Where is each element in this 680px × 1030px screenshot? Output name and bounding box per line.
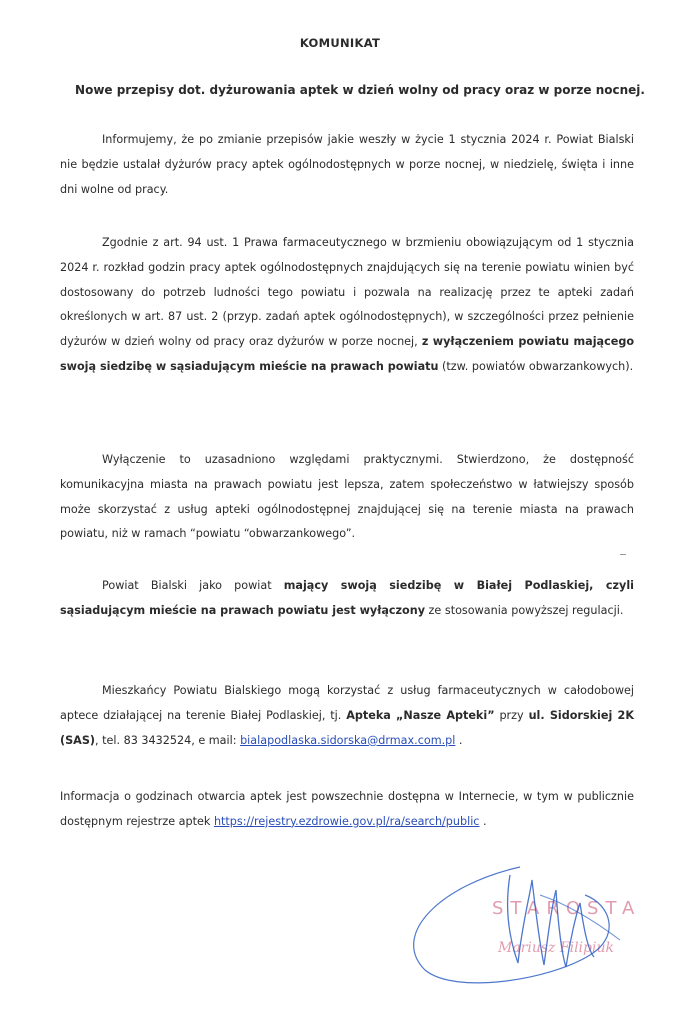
paragraph-2-text: Zgodnie z art. 94 ust. 1 Prawa farmaceutycznego w brzmieniu obowiązującym od 1 stycznia 2024 r. rozkład godzin pracy aptek ogólnodostępnych znajdujących się na terenie powiatu winien być dostosowany do potrzeb ludności tego powiatu i pozwala na realizację przez te apteki zadań określonych w art. 87 ust. 2 (przyp. zadań aptek ogólnodostępnych), w szczególności przez pełnienie dyżurów w dzień wolny od pracy oraz dyżurów w porze nocnej, [60, 236, 634, 349]
paragraph-4 [60, 574, 634, 624]
paragraph-1: Informujemy, że po zmianie przepisów jakie weszły w życie 1 stycznia 2024 r. Powiat Bialski nie będzie ustalał dyżurów pracy aptek ogólnodostępnych w porze nocnej, w niedzielę, święta i inne dni wolne od pracy. [60, 133, 634, 196]
paragraph-4-text: Powiat Bialski jako powiat [102, 579, 284, 592]
stamp-title: STAROSTA [492, 898, 642, 919]
paragraph-4-end: ze stosowania powyższej regulacji. [425, 603, 624, 617]
paragraph-5-mid1: przy [494, 708, 529, 722]
stray-mark [620, 554, 626, 555]
paragraph-3: Wyłączenie to uzasadniono względami praktycznymi. Stwierdzono, że dostępność komunikacyjna miasta na prawach powiatu jest lepsza, zatem społeczeństwo w łatwiejszy sposób może skorzystać z usług apteki ogólnodostępnej znajdującej się na terenie miasta na prawach powiatu, niż w ramach “powiatu “obwarzankowego”. [60, 453, 634, 541]
email-link[interactable]: bialapodlaska.sidorska@drmax.com.pl [240, 733, 456, 747]
paragraph-2-end: (tzw. powiatów obwarzankowych). [438, 359, 634, 373]
paragraph-4-bold: mający swoją siedzibę w Białej Podlaskiej, czyli sąsiadującym mieście na prawach powiatu jest wyłączony [60, 579, 634, 617]
paragraph-6-end: . [479, 814, 487, 828]
pharmacy-address: ul. Sidorskiej 2K (SAS) [60, 708, 634, 747]
paragraph-5 [60, 679, 634, 753]
document-title: KOMUNIKAT [299, 36, 381, 50]
paragraph-5-end: . [455, 733, 463, 747]
paragraph-2-bold: z wyłączeniem powiatu mającego swoją siedzibę w sąsiadującym mieście na prawach powiatu [60, 335, 635, 373]
registry-link[interactable]: https://rejestry.ezdrowie.gov.pl/ra/search/public [213, 814, 480, 828]
pharmacy-name: Apteka „Nasze Apteki” [346, 708, 495, 722]
signature-image [380, 845, 670, 985]
stamp-name: Mariusz Filipiuk [498, 940, 614, 956]
document-subtitle: Nowe przepisy dot. dyżurowania aptek w dzień wolny od pracy oraz w porze nocnej. [75, 83, 645, 97]
paragraph-6 [60, 785, 634, 835]
paragraph-2 [60, 231, 634, 380]
paragraph-5-text: Mieszkańcy Powiatu Bialskiego mogą korzystać z usług farmaceutycznych w całodobowej aptece działającej na terenie Białej Podlaskiej, tj. [60, 684, 634, 722]
paragraph-5-mid2: , tel. 83 3432524, e mail: [95, 733, 241, 747]
paragraph-6-text: Informacja o godzinach otwarcia aptek jest powszechnie dostępna w Internecie, w tym w publicznie dostępnym rejestrze aptek [60, 790, 634, 828]
